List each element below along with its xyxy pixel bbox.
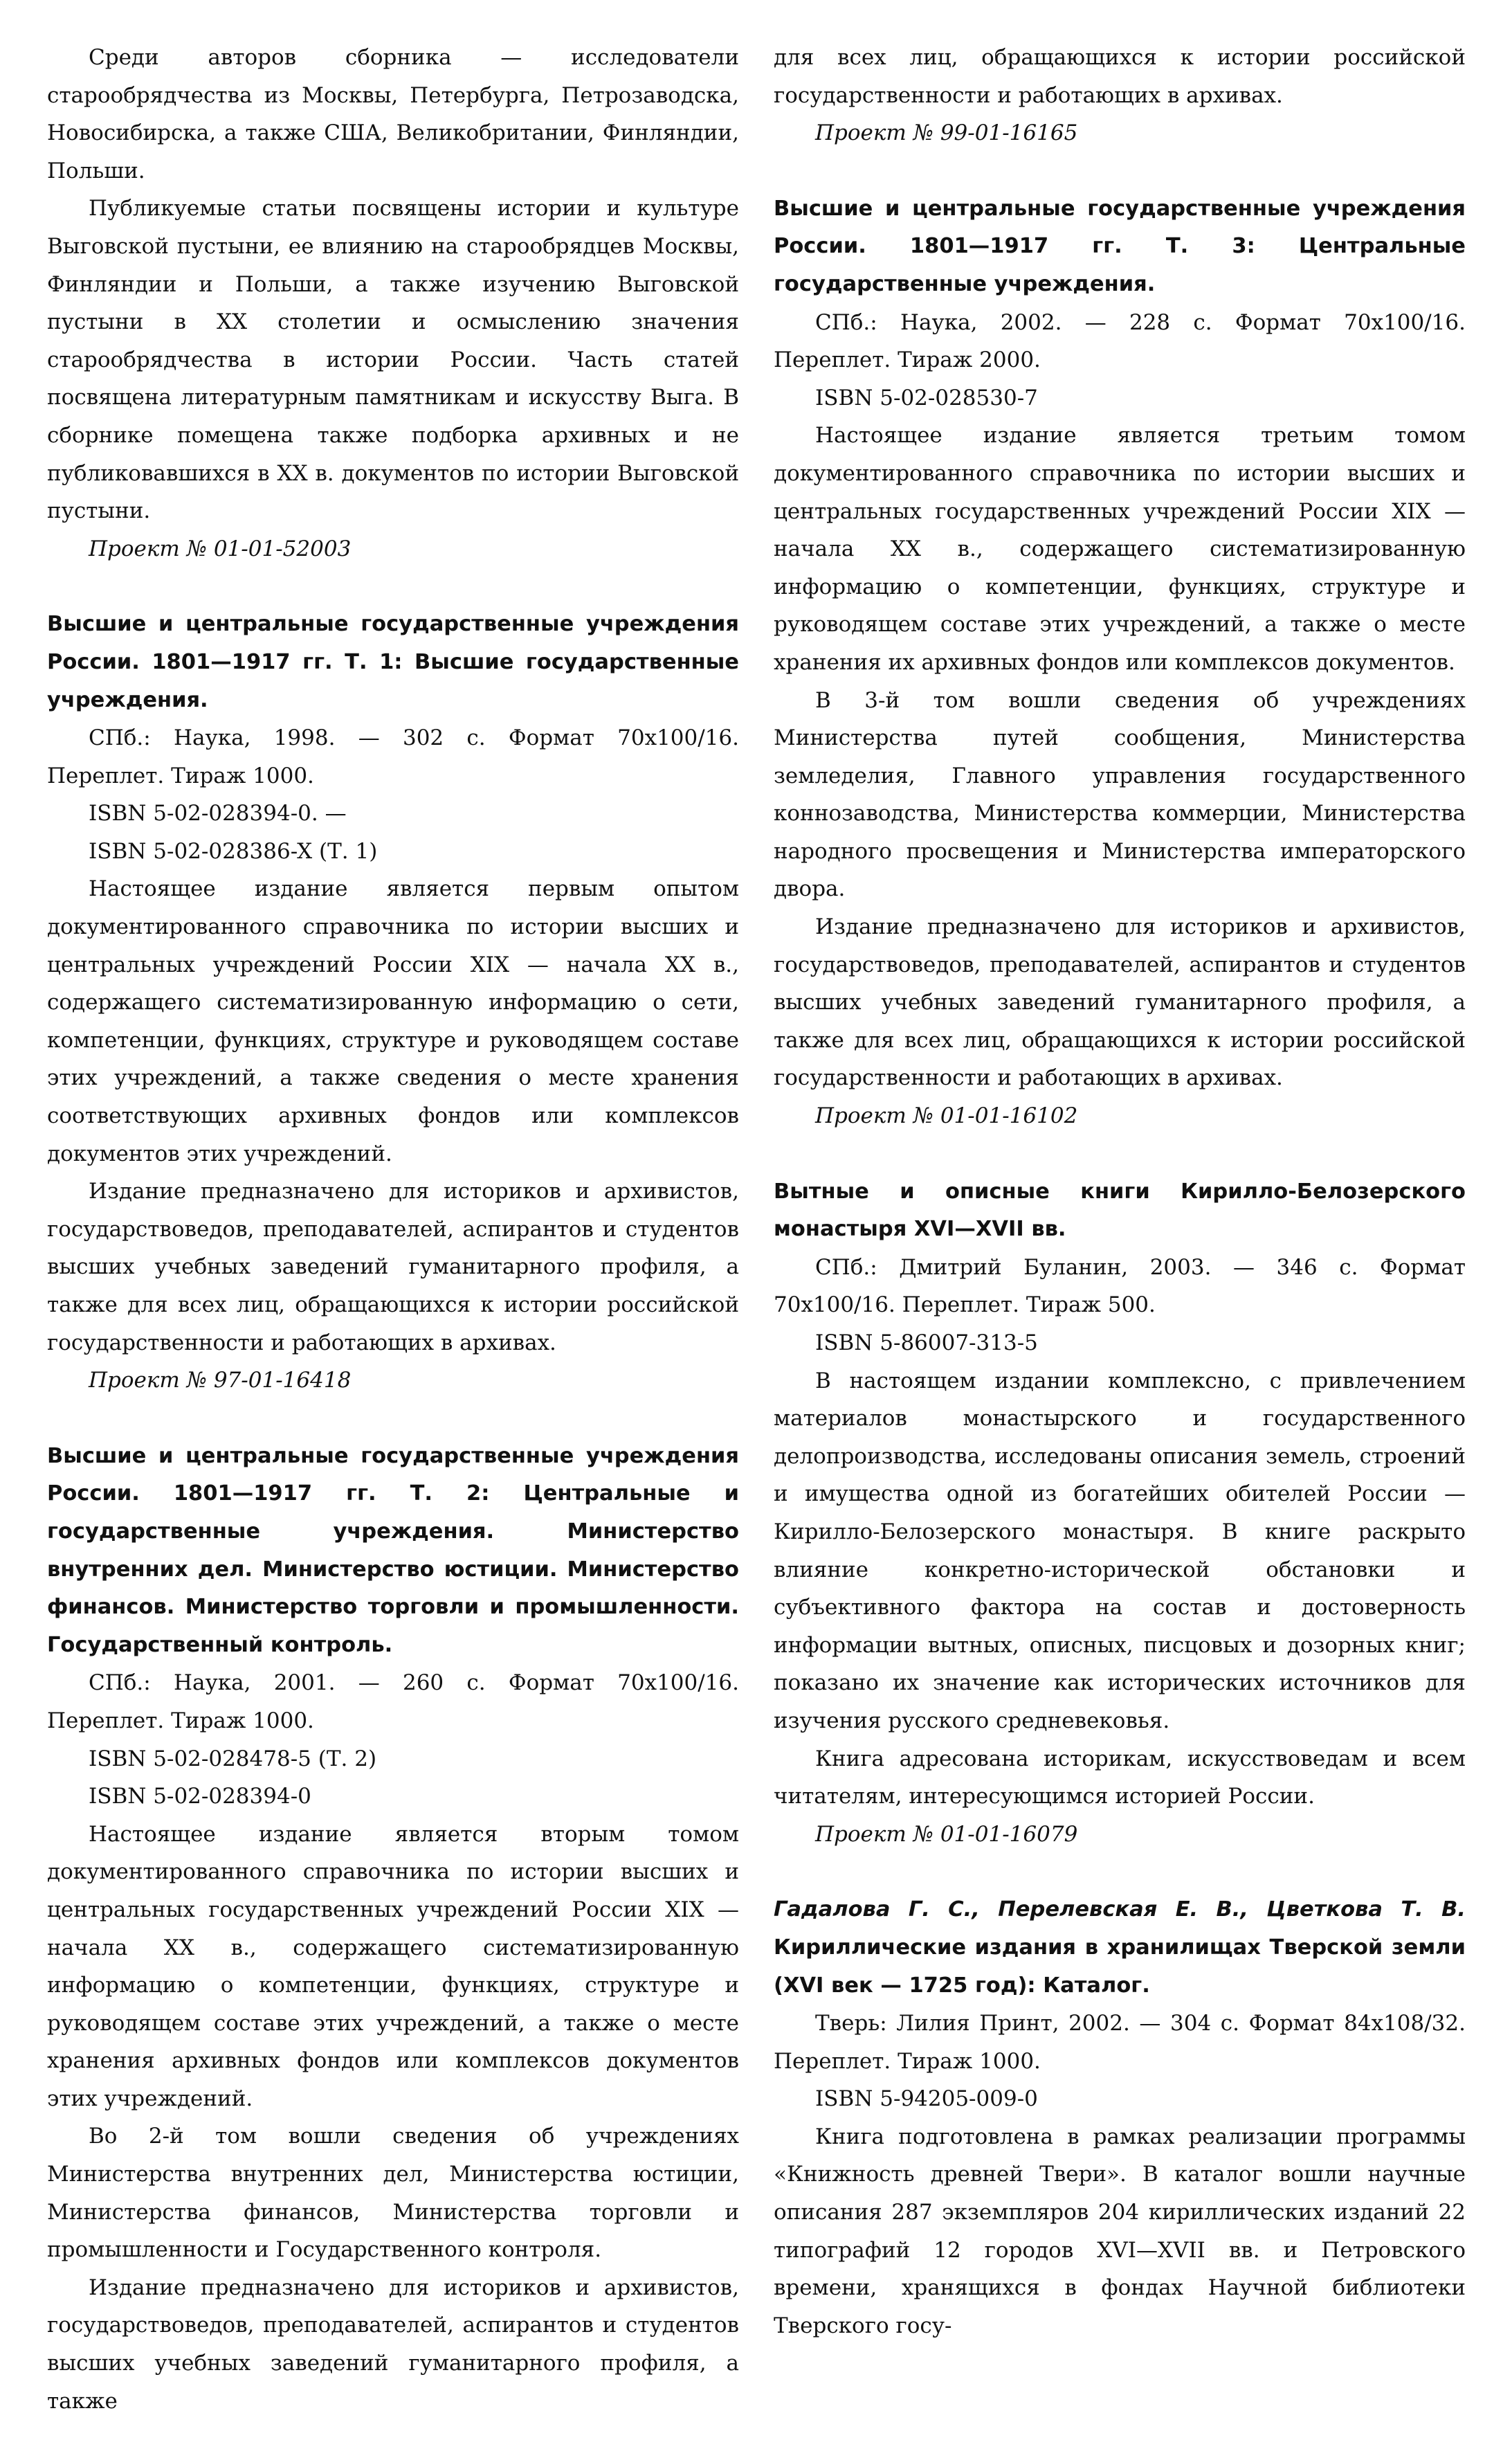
entry-vol1-project: Проект № 97-01-16418 (89, 1368, 352, 1393)
entry-tver (774, 1891, 1466, 2344)
entry-vol1-paragraph-1: Настоящее издание является первым опытом документированного справочника по истории высших и центральных учреждений России XIX — начала XX в., содержащего систематизированную информацию о сети, компетенции, функциях, структуре и руководящем составе этих учреждений, а также сведения о месте хранения соответствующих архивных фондов или комплексов документов этих учреждений. (47, 876, 739, 1166)
entry-kirillo-paragraph-2: Книга адресована историкам, искусствоведам и всем читателям, интересующимся историей России. (774, 1746, 1466, 1809)
entry-kirillo (774, 1173, 1466, 1854)
entry-kirillo-imprint: СПб.: Дмитрий Буланин, 2003. — 346 с. Формат 70х100/16. Переплет. Тираж 500. (774, 1254, 1466, 1318)
entry-tver-heading (774, 1891, 1466, 2005)
continuation-project: Проект № 99-01-16165 (815, 120, 1078, 146)
continuation-text: для всех лиц, обращающихся к истории российской государственности и работающих в архивах. (774, 45, 1466, 108)
entry-vol2-isbn-1: ISBN 5-02-028478-5 (Т. 2) (89, 1746, 377, 1771)
entry-vol2 (47, 1438, 739, 2420)
entry-vol1-imprint: СПб.: Наука, 1998. — 302 с. Формат 70х100/16. Переплет. Тираж 1000. (47, 725, 739, 788)
entry-tver-title: Кириллические издания в хранилищах Тверской земли (XVI век — 1725 год): Каталог. (774, 1935, 1466, 1998)
entry-kirillo-title: Вытные и описные книги Кирилло-Белозерского монастыря XVI—XVII вв. (774, 1179, 1466, 1242)
entry-tver-authors: Гадалова Г. С., Перелевская Е. В., Цветкова Т. В. (774, 1897, 1466, 1922)
entry-tver-imprint: Тверь: Лилия Принт, 2002. — 304 с. Формат 84х108/32. Переплет. Тираж 1000. (774, 2011, 1466, 2074)
entry-vol1 (47, 606, 739, 1399)
entry-vol2-paragraph-2: Во 2-й том вошли сведения об учреждениях Министерства внутренних дел, Министерства юстиции, Министерства финансов, Министерства торговли и промышленности и Государственного контроля. (47, 2124, 739, 2263)
entry-vol1-title: Высшие и центральные государственные учреждения России. 1801—1917 гг. Т. 1: Высшие государственные учреждения. (47, 612, 739, 712)
entry-vol2-paragraph-3: Издание предназначено для историков и архивистов, государствоведов, преподавателей, аспирантов и студентов высших учебных заведений гуманитарного профиля, а также (47, 2275, 739, 2414)
entry-vol2-title: Высшие и центральные государственные учреждения России. 1801—1917 гг. Т. 2: Центральные и государственные учреждения. Министерство внутренних дел. Министерство юстиции. Министерство финансов. Министерство торговли и промышленности. Государственный контроль. (47, 1443, 739, 1657)
entry-vol3-project: Проект № 01-01-16102 (815, 1103, 1078, 1129)
intro-project: Проект № 01-01-52003 (89, 536, 352, 561)
entry-kirillo-project: Проект № 01-01-16079 (815, 1821, 1078, 1847)
continuation-entry (774, 39, 1466, 152)
entry-vol1-isbn-1: ISBN 5-02-028394-0. — (89, 801, 347, 826)
entry-tver-paragraph-1: Книга подготовлена в рамках реализации программы «Книжность древней Твери». В каталог вошли научные описания 287 экземпляров 204 кириллических изданий 22 типографий 12 городов XVI—XVII вв. и Петровского времени, хранящихся в фондах Научной библиотеки Тверского госу- (774, 2124, 1466, 2338)
entry-tver-isbn-1: ISBN 5-94205-009-0 (815, 2086, 1038, 2112)
left-column (47, 39, 739, 2458)
entry-vol1-isbn-2: ISBN 5-02-028386-X (Т. 1) (89, 838, 378, 864)
entry-vol3-paragraph-2: В 3-й том вошли сведения об учреждениях Министерства путей сообщения, Министерства земледелия, Главного управления государственного коннозаводства, Министерства коммерции, Министерства народного просвещения и Министерства императорского двора. (774, 687, 1466, 902)
entry-vol3 (774, 190, 1466, 1135)
right-column (774, 39, 1466, 2383)
entry-kirillo-paragraph-1: В настоящем издании комплексно, с привлечением материалов монастырского и государственного делопроизводства, исследованы описания земель, строений и имущества одной из богатейших обителей России — Кирилло-Белозерского монастыря. В книге раскрыто влияние конкретно-исторической обстановки и субъективного фактора на состав и достоверность информации вытных, описных, писцовых и дозорных книг; показано их значение как исторических источников для изучения русского средневековья. (774, 1368, 1466, 1733)
entry-kirillo-isbn-1: ISBN 5-86007-313-5 (815, 1330, 1038, 1355)
intro-entry (47, 39, 739, 568)
intro-paragraph-2: Публикуемые статьи посвящены истории и культуре Выговской пустыни, ее влиянию на старообрядцев Москвы, Финляндии и Польши, а также изучению Выговской пустыни в XX столетии и осмыслению значения старообрядчества в истории России. Часть статей посвящена литературным памятникам и искусству Выга. В сборнике помещена также подборка архивных и не публиковавшихся в XX в. документов по истории Выговской пустыни. (47, 196, 739, 524)
entry-vol3-paragraph-1: Настоящее издание является третьим томом документированного справочника по истории высших и центральных государственных учреждений России XIX — начала XX в., содержащего систематизированную информацию о компетенции, функциях, структуре и руководящем составе этих учреждений, а также о месте хранения их архивных фондов или комплексов документов. (774, 423, 1466, 675)
entry-vol2-isbn-2: ISBN 5-02-028394-0 (89, 1784, 311, 1809)
entry-vol3-paragraph-3: Издание предназначено для историков и архивистов, государствоведов, преподавателей, аспирантов и студентов высших учебных заведений гуманитарного профиля, а также для всех лиц, обращающихся к истории российской государственности и работающих в архивах. (774, 914, 1466, 1091)
entry-vol3-title: Высшие и центральные государственные учреждения России. 1801—1917 гг. Т. 3: Центральные государственные учреждения. (774, 196, 1466, 296)
entry-vol3-isbn-1: ISBN 5-02-028530-7 (815, 385, 1038, 410)
entry-vol2-imprint: СПб.: Наука, 2001. — 260 с. Формат 70х100/16. Переплет. Тираж 1000. (47, 1670, 739, 1733)
entry-vol1-paragraph-2: Издание предназначено для историков и архивистов, государствоведов, преподавателей, аспирантов и студентов высших учебных заведений гуманитарного профиля, а также для всех лиц, обращающихся к истории российской государственности и работающих в архивах. (47, 1179, 739, 1355)
intro-paragraph-1: Среди авторов сборника — исследователи старообрядчества из Москвы, Петербурга, Петрозаводска, Новосибирска, а также США, Великобритании, Финляндии, Польши. (47, 45, 739, 183)
entry-vol3-imprint: СПб.: Наука, 2002. — 228 с. Формат 70х100/16. Переплет. Тираж 2000. (774, 309, 1466, 373)
entry-vol2-paragraph-1: Настоящее издание является вторым томом документированного справочника по истории высших и центральных государственных учреждений России XIX — начала XX в., содержащего систематизированную информацию о компетенции, функциях, структуре и руководящем составе этих учреждений, а также о месте хранения архивных фондов или комплексов документов этих учреждений. (47, 1821, 739, 2111)
